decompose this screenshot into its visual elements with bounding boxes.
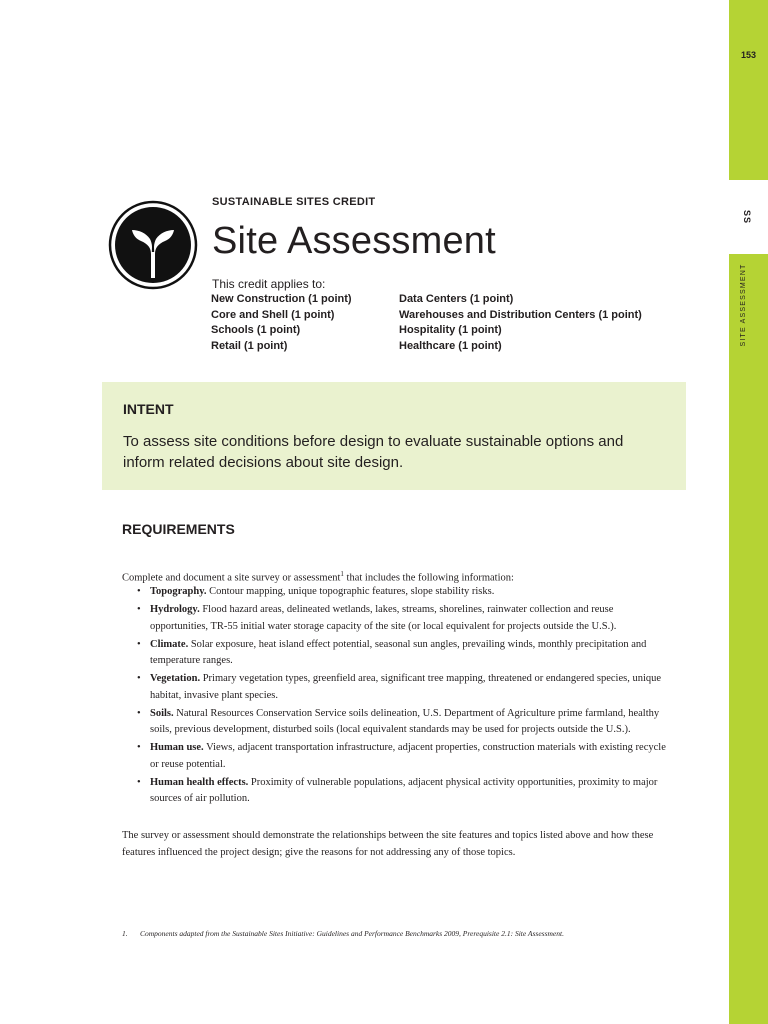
rating-system-item: Schools (1 point) (211, 324, 301, 337)
item-text: Proximity of vulnerable populations, adjacent physical activity opportunities, proximity to major sources of air pollution. (150, 776, 658, 804)
rating-system-item: Hospitality (1 point) (399, 324, 502, 337)
requirements-list (122, 584, 667, 809)
intro-text: Complete and document a site survey or assessment (122, 572, 341, 584)
page-number: 153 (740, 50, 757, 60)
item-term: Human use. (150, 742, 204, 753)
item-text: Views, adjacent transportation infrastructure, adjacent properties, construction materials with existing recycle or reuse potential. (150, 742, 666, 770)
side-tab-top (729, 0, 768, 180)
footnote-ref: 1 (340, 570, 344, 578)
intent-box (102, 382, 686, 490)
item-term: Climate. (150, 638, 189, 650)
list-item (122, 602, 667, 635)
item-term: Topography. (150, 586, 207, 597)
footnote-text: Components adapted from the Sustainable Sites Initiative: Guidelines and Performance Benchmarks 2009, Prerequisite 2.1: Site Assessment. (140, 929, 564, 938)
list-item (122, 775, 667, 808)
item-term: Human health effects. (150, 776, 249, 788)
item-term: Vegetation. (150, 673, 201, 684)
rating-system-item: New Construction (1 point) (211, 293, 352, 305)
rating-system-item: Data Centers (1 point) (399, 293, 514, 305)
item-text: Solar exposure, heat island effect potential, seasonal sun angles, prevailing winds, monthly precipitation and temperature ranges. (150, 638, 647, 666)
section-code: SS (742, 209, 752, 224)
applies-list-left (211, 292, 352, 354)
credit-category: SUSTAINABLE SITES CREDIT (212, 196, 376, 208)
list-item (122, 584, 667, 601)
rating-system-item: Retail (1 point) (211, 339, 288, 352)
list-item (122, 740, 667, 773)
item-text: Natural Resources Conservation Service soils delineation, U.S. Department of Agriculture prime farmland, healthy soils, previous development, disturbed soils (local equivalent standards may be used for projects outside the U.S.). (150, 707, 660, 735)
side-section-label: SITE ASSESSMENT (740, 263, 747, 347)
item-text: Contour mapping, unique topographic features, slope stability risks. (206, 586, 495, 597)
item-term: Soils. (150, 707, 174, 719)
requirements-heading: REQUIREMENTS (122, 521, 235, 537)
rating-system-item: Core and Shell (1 point) (211, 308, 335, 321)
list-item (122, 671, 667, 704)
footnote-number: 1. (122, 929, 128, 938)
intro-text-end: that includes the following information: (343, 572, 514, 584)
item-term: Hydrology. (150, 604, 200, 615)
list-item (122, 706, 667, 739)
requirements-closing: The survey or assessment should demonstrate the relationships between the site features and topics listed above and how these features influenced the project design; give the reasons for not addressing any of those topics. (122, 830, 654, 858)
rating-system-item: Healthcare (1 point) (399, 339, 502, 352)
page-title: Site Assessment (212, 220, 496, 262)
side-tab-bottom (729, 254, 768, 1024)
intent-heading: INTENT (123, 401, 174, 417)
intent-text: To assess site conditions before design to evaluate sustainable options and inform related decisions about site design. (123, 433, 624, 471)
applies-list-right (399, 292, 642, 354)
sustainable-sites-sprout-icon (108, 198, 198, 292)
footnote (122, 929, 682, 938)
applies-label: This credit applies to: (212, 277, 326, 291)
item-text: Primary vegetation types, greenfield area, significant tree mapping, threatened or endangered species, unique habitat, invasive plant species. (150, 673, 662, 701)
item-text: Flood hazard areas, delineated wetlands, lakes, streams, shorelines, rainwater collection and reuse opportunities, TR-55 initial water storage capacity of the site (or local equivalent for projects outside the U.S.). (150, 604, 617, 632)
list-item (122, 637, 667, 670)
rating-system-item: Warehouses and Distribution Centers (1 point) (399, 308, 642, 321)
